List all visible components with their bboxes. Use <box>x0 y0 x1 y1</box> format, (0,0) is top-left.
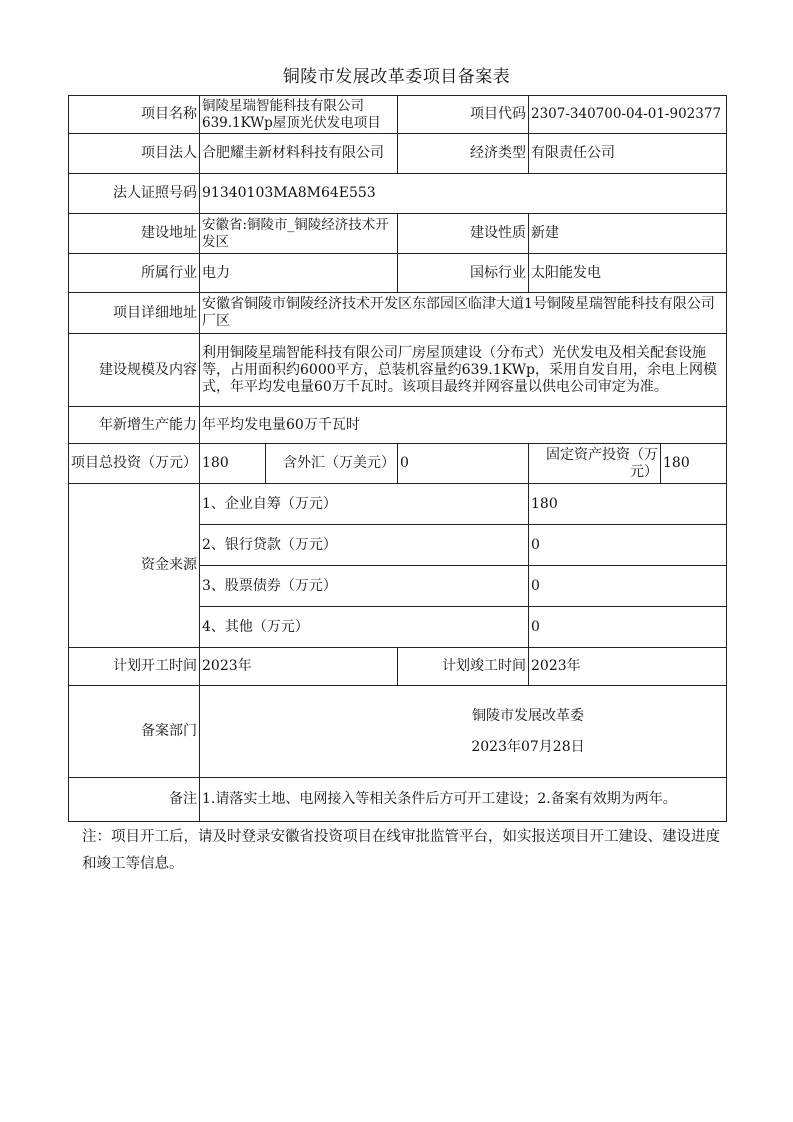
table-row <box>69 484 727 525</box>
funding-item-label: 3、股票债券（万元） <box>200 566 529 607</box>
funding-item-value: 0 <box>529 607 727 648</box>
license-no-value: 91340103MA8M64E553 <box>200 174 727 214</box>
project-name-label: 项目名称 <box>69 96 200 134</box>
fixed-investment-value: 180 <box>661 444 727 484</box>
filing-form-table <box>68 95 727 822</box>
total-investment-value: 180 <box>200 444 266 484</box>
nature-value: 新建 <box>529 214 727 254</box>
funding-item-value: 0 <box>529 525 727 566</box>
industry-label: 所属行业 <box>69 254 200 293</box>
legal-entity-label: 项目法人 <box>69 134 200 174</box>
site-label: 建设地址 <box>69 214 200 254</box>
page-title: 铜陵市发展改革委项目备案表 <box>282 67 511 87</box>
foreign-exchange-value: 0 <box>398 444 529 484</box>
funding-label: 资金来源 <box>69 484 200 648</box>
table-row <box>69 293 727 334</box>
start-time-value: 2023年 <box>200 648 398 686</box>
table-row <box>69 778 727 822</box>
industry-value: 电力 <box>200 254 398 293</box>
economic-type-value: 有限责任公司 <box>529 134 727 174</box>
table-row <box>69 444 727 484</box>
funding-item-value: 180 <box>529 484 727 525</box>
site-value: 安徽省:铜陵市_铜陵经济技术开发区 <box>200 214 398 254</box>
table-row <box>69 334 727 407</box>
table-row <box>69 96 727 134</box>
start-time-label: 计划开工时间 <box>69 648 200 686</box>
fixed-investment-label: 固定资产投资（万元） <box>529 444 661 484</box>
end-time-label: 计划竣工时间 <box>398 648 529 686</box>
remarks-label: 备注 <box>69 778 200 822</box>
total-investment-label: 项目总投资（万元） <box>69 444 200 484</box>
table-row <box>69 648 727 686</box>
national-industry-value: 太阳能发电 <box>529 254 727 293</box>
funding-item-label: 1、企业自筹（万元） <box>200 484 529 525</box>
table-row <box>69 254 727 293</box>
nature-label: 建设性质 <box>398 214 529 254</box>
funding-item-label: 4、其他（万元） <box>200 607 529 648</box>
capacity-value: 年平均发电量60万千瓦时 <box>200 407 727 444</box>
project-name-value: 铜陵星瑞智能科技有限公司639.1KWp屋顶光伏发电项目 <box>200 96 398 134</box>
license-no-label: 法人证照号码 <box>69 174 200 214</box>
detail-address-label: 项目详细地址 <box>69 293 200 334</box>
table-row <box>69 686 727 778</box>
filing-dept-date: 2023年07月28日 <box>471 738 585 755</box>
funding-item-value: 0 <box>529 566 727 607</box>
filing-dept-cell <box>200 686 727 778</box>
footnote: 注：项目开工后，请及时登录安徽省投资项目在线审批监管平台，如实报送项目开工建设、建设进度和竣工等信息。 <box>82 829 720 872</box>
filing-dept-org: 铜陵市发展改革委 <box>472 707 584 724</box>
funding-item-label: 2、银行贷款（万元） <box>200 525 529 566</box>
detail-address-value: 安徽省铜陵市铜陵经济技术开发区东部园区临津大道1号铜陵星瑞智能科技有限公司厂区 <box>200 293 727 334</box>
national-industry-label: 国标行业 <box>398 254 529 293</box>
remarks-value: 1.请落实土地、电网接入等相关条件后方可开工建设；2.备案有效期为两年。 <box>200 778 727 822</box>
table-row <box>69 407 727 444</box>
table-row <box>69 214 727 254</box>
end-time-value: 2023年 <box>529 648 727 686</box>
project-code-label: 项目代码 <box>398 96 529 134</box>
foreign-exchange-label: 含外汇（万美元） <box>266 444 398 484</box>
filing-dept-label: 备案部门 <box>69 686 200 778</box>
capacity-label: 年新增生产能力 <box>69 407 200 444</box>
table-row <box>69 174 727 214</box>
table-row <box>69 134 727 174</box>
legal-entity-value: 合肥耀圭新材料科技有限公司 <box>200 134 398 174</box>
economic-type-label: 经济类型 <box>398 134 529 174</box>
scale-value: 利用铜陵星瑞智能科技有限公司厂房屋顶建设（分布式）光伏发电及相关配套设施等，占用面积约6000平方，总装机容量约639.1KWp，采用自发自用，余电上网模式，年平均发电量60万千瓦时。该项目最终并网容量以供电公司审定为准。 <box>200 334 727 407</box>
scale-label: 建设规模及内容 <box>69 334 200 407</box>
project-code-value: 2307-340700-04-01-902377 <box>529 96 727 134</box>
